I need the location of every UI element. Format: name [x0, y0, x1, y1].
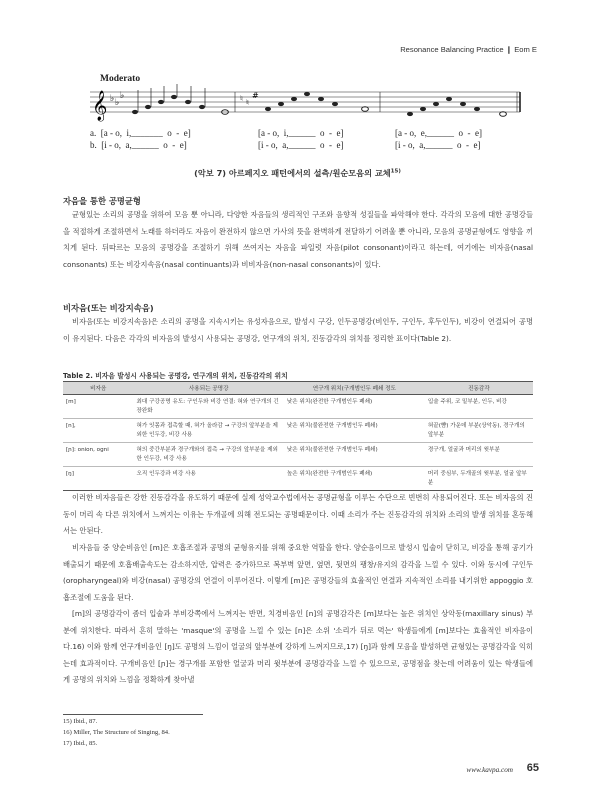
footnote: 16) Miller, The Structure of Singing, 84.: [63, 729, 170, 736]
table-row: [63, 443, 533, 467]
paragraph-alveolar-text: [m]의 공명감각이 좀더 입술과 부비강쪽에서 느껴지는 반면, 치경비음인 [n]의 공명감각은 [m]보다는 높은 위치인 상악동(maxillary sinus) 부분에 위치한다. 따라서 흔히 말하는 'masque'의 공명을 느낄 수 있는 [n]은 소위 '소리가 뒤로 먹는' 학생들에게 [m]보다는 효율적인 비자음이다.16) 이와 함께 연구개비음인 [ŋ]도 공명의 느낌이 얼굴의 앞부분에 강하게 느껴지므로,17) [ŋ]과 함께 모음을 발성하면 균형있는 공명감각을 익히는데 효과적이다. 구개비음인 [ɲ]는 경구개를 포함한 얼굴과 머리 윗부분에 공명감각을 느낄 수 있으므로, 공명점을 찾는데 어려움이 있는 학생들에게 공명의 위치와 느낌을 정확하게 찾아낼: [63, 609, 533, 685]
nasal-table: [63, 381, 533, 491]
paragraph-bilabial-text: 비자음들 중 양순비음인 [m]은 호흡조절과 공명의 균형유지를 위해 중요한 역할을 한다. 양순음이므로 발성시 입술이 닫히고, 비강을 통해 공기가 배출되기 때문에 호흡배출속도는 감소하지만, 압력은 증가하므로 복부벽 앞면, 옆면, 뒷면의 팽창/유지의 감각을 느낄 수 있다. 이와 동시에 구인두(oropharyngeal)와 비강(nasal) 공명강의 연결이 이루어진다. 이렇게 [m]은 공명강들의 효율적인 연결과 지속적인 소리를 내기위한 appoggio 호흡조절에 도움을 된다.: [63, 543, 533, 602]
paragraph-nasals-text: 비자음(또는 비강지속음)은 소리의 공명을 지속시키는 유성자음으로, 발성시 구강, 인두공명강(비인두, 구인두, 후두인두), 비강이 연결되어 공명이 유지된다. 다음은 각각의 비자음의 발성시 사용되는 공명강, 연구개의 위치, 진동감각의 위치를 정리한 표이다(Table 2).: [63, 317, 533, 343]
figure-caption: [0, 168, 595, 179]
table-cell: [m]: [63, 395, 134, 419]
table-title: Table 2. 비자음 발성시 사용되는 공명강, 연구개의 위치, 진동감각의 위치: [63, 372, 288, 380]
paragraph-alveolar: [63, 606, 533, 689]
table-cell: 높은 위치(완전한 구개범인두 폐쇄): [284, 467, 425, 491]
lyrics-b-1: b. [i - o, a,______ o - e]: [90, 140, 187, 150]
svg-text:♮: ♮: [246, 98, 249, 107]
lyrics-b-3: [i - o, a,______ o - e]: [395, 140, 481, 150]
table-cell: [ŋ]: [63, 467, 134, 491]
table-cell: 낮은 위치(불완전한 구개범인두 폐쇄): [284, 443, 425, 467]
svg-text:#: #: [252, 91, 259, 100]
lyrics-b-2: [i - o, a,______ o - e]: [258, 140, 344, 150]
table-cell: 혀가 잇몸과 접촉할 때, 혀가 올라감 → 구강의 앞부분을 제외한 인두강, 비강 사용: [134, 419, 284, 443]
footer-url: www.kavpa.com: [466, 766, 513, 774]
lyrics-a-2: [a - o, i,______ o - e]: [258, 128, 344, 138]
running-head: Resonance Balancing Practice ❙ Eom E: [400, 45, 537, 54]
svg-text:♭: ♭: [115, 98, 120, 108]
caption-ref: 15): [390, 168, 401, 175]
paragraph-nasals: [63, 314, 533, 347]
paragraph-resonance: [63, 490, 533, 540]
svg-text:♭: ♭: [120, 91, 125, 101]
col-header-velum: 연구개 위치(구개범인두 폐쇄 정도: [284, 382, 425, 395]
table-row: [63, 419, 533, 443]
table-cell: 오직 인두강과 비강 사용: [134, 467, 284, 491]
tempo-marking: Moderato: [100, 74, 141, 84]
table-cell: 최대 구강공명 유도: 구인두와 비강 연결: 혀와 연구개의 긴장완화: [134, 395, 284, 419]
paragraph-resonance-text: 이러한 비자음들은 강한 진동감각을 유도하기 때문에 실제 성악교수법에서는 공명균형을 이루는 수단으로 빈번히 사용되어진다. 또는 비자음의 진동이 머리 속 다른 위치에서 느껴지는 이유는 두개골에 의해 전도되는 공명때문이다. 이때 소리가 주는 진동감각의 위치와 소리의 발생 위치를 혼동해서는 안된다.: [63, 493, 533, 536]
table-cell: 경구개, 얼굴과 머리의 윗부분: [425, 443, 533, 467]
table-cell: 혀끝(뺨) 가운데 부분(상악동), 경구개의 앞부분: [425, 419, 533, 443]
table-row: [63, 467, 533, 491]
footnote-divider: [63, 714, 203, 715]
paragraph-consonants-text: 균형있는 소리의 공명을 위하여 모음 뿐 아니라, 다양한 자음들의 생리적인 구조와 음향적 성질들을 파악해야 한다. 각각의 모음에 대한 공명강들을 적절하게 조절하면서 노래를 하더라도 자음이 완전하지 않으면 가사의 뜻을 완벽하게 전달하기 어려울 뿐 아니라, 모음의 공명균형에도 영향을 끼치게 된다. 뒤따르는 모음의 공명강을 조절하기 위해 쓰여지는 자음을 파일럿 자음(pilot consonant)이라고 하는데, 여기에는 비자음(nasal consonants) 또는 비강지속음(nasal continuants)과 비비자음(non-nasal consonants)이 있다.: [63, 210, 533, 269]
svg-text:𝄞: 𝄞: [92, 91, 108, 121]
footnote: 15) Ibid., 87.: [63, 718, 98, 725]
table-cell: 머리 중심부, 두개골의 윗부분, 얼굴 앞부분: [425, 467, 533, 491]
col-header-vibration: 진동감각: [425, 382, 533, 395]
section-heading-nasals: 비자음(또는 비강지속음): [63, 303, 154, 313]
lyrics-a-1: a. [a - o, i,_______ o - e]: [90, 128, 191, 138]
caption-text: (악보 7) 아르페지오 패턴에서의 설측/원순모음의 교체: [194, 168, 391, 178]
section-heading-consonants: 자음을 통한 공명균형: [63, 196, 141, 206]
table-row: [63, 395, 533, 419]
svg-text:♭: ♭: [110, 94, 115, 104]
col-header-resonator: 사용되는 공명강: [134, 382, 284, 395]
table-cell: 입술 주위, 코 밑부분, 인두, 비강: [425, 395, 533, 419]
paragraph-consonants: [63, 207, 533, 273]
svg-text:♮: ♮: [240, 94, 243, 103]
music-score: [90, 70, 530, 158]
table-cell: 혀의 중간부분과 경구개와의 접촉 → 구강의 앞부분을 제외한 인두강, 비강 사용: [134, 443, 284, 467]
table-cell: 낮은 위치(완전한 구개범인두 폐쇄): [284, 395, 425, 419]
table-cell: 낮은 위치(불완전한 구개범인두 폐쇄): [284, 419, 425, 443]
col-header-nasal: 비자음: [63, 382, 134, 395]
table-header-row: [63, 382, 533, 395]
paragraph-bilabial: [63, 540, 533, 606]
lyrics-a-3: [a - o, e,______ o - e]: [395, 128, 482, 138]
table-cell: [n],: [63, 419, 134, 443]
page-number: 65: [526, 762, 539, 774]
footnote: 17) Ibid., 85.: [63, 740, 98, 747]
table-cell: [ɲ]: onion, ogni: [63, 443, 134, 467]
